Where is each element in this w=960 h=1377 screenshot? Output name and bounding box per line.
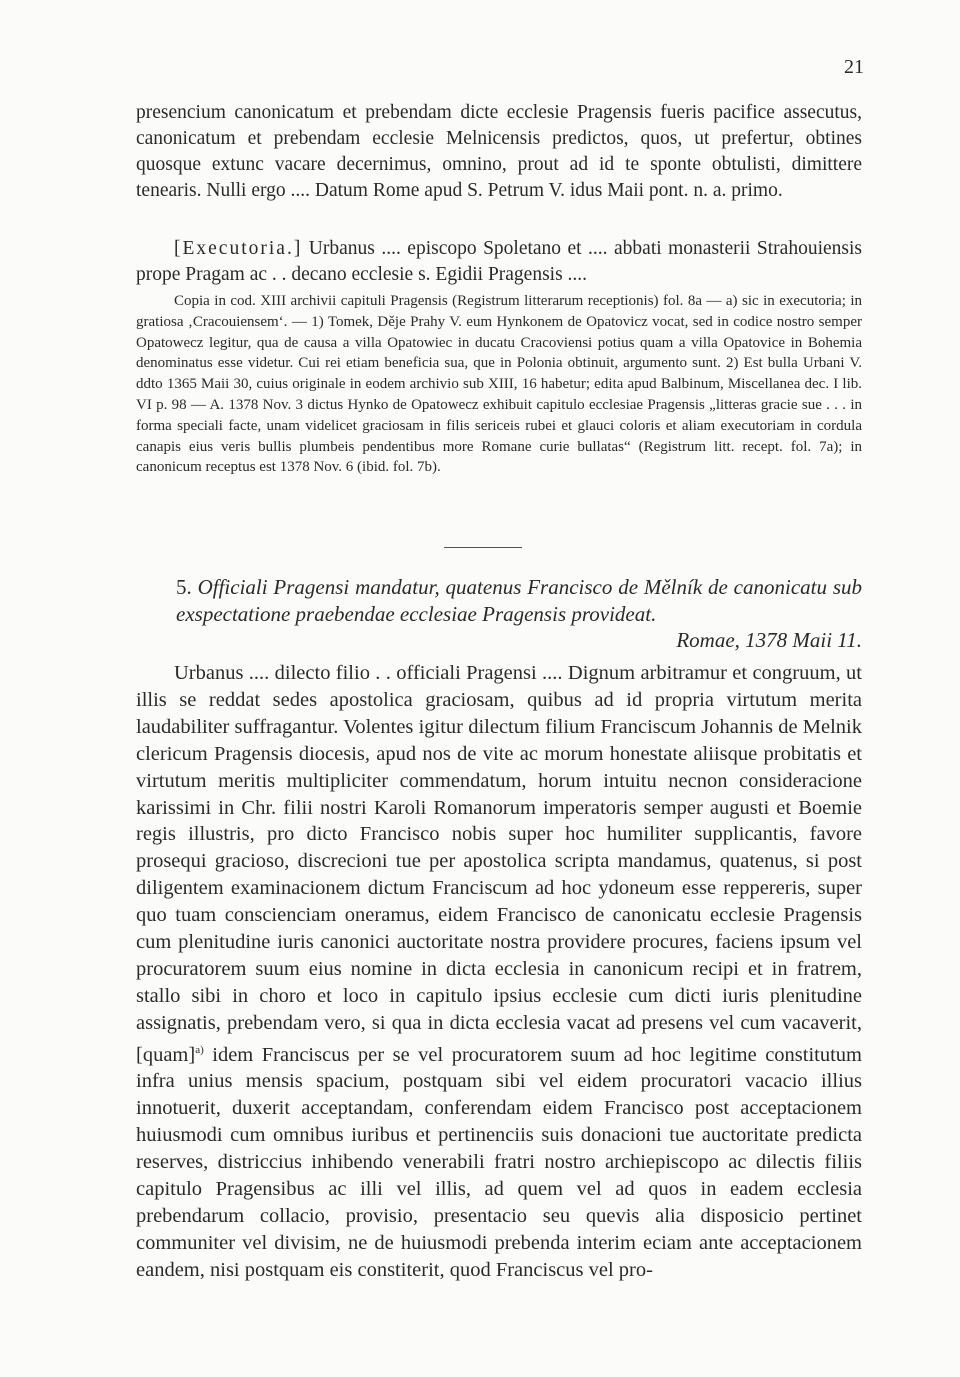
- section-number: 5.: [176, 575, 192, 599]
- footnote-marker: a): [195, 1043, 204, 1056]
- executoria-paragraph: [136, 236, 862, 288]
- footnotes: [136, 291, 862, 478]
- footnotes-text: Copia in cod. XIII archivii capituli Pragensis (Registrum litterarum receptionis) fol. 8a — a) sic in executoria; in gratiosa ‚Cracouiensem‘. — 1) Tomek, Děje Prahy V. eum Hynkonem de Opatovicz vocat, sed in codice nostro semper Opatowecz legitur, qua de causa a villa Opatowiec in ducatu Cracoviensi potius quam a villa Opatovice in Bohemia denominatus esse videtur. Cui rei etiam beneficia sua, que in Polonia obtinuit, argumento sunt. 2) Est bulla Urbani V. ddto 1365 Maii 30, cuius originale in eodem archivio sub XIII, 16 habetur; edita apud Balbinum, Miscellanea dec. I lib. VI p. 98 — A. 1378 Nov. 3 dictus Hynko de Opatowecz exhibuit capitulo ecclesiae Pragensis „litteras gracie sue . . . in forma speciali facte, unam videlicet graciosam in filis sericeis rubei et glauci coloris et aliam executoriam in cordula canapis eius veris bullis plumbeis pendentibus more Romane curie bullatas“ (Registrum litt. recept. fol. 7a); in canonicum receptus est 1378 Nov. 6 (ibid. fol. 7b).: [136, 293, 862, 476]
- body-text: [136, 660, 862, 1284]
- body-text-part2: idem Franciscus per se vel procuratorem suum ad hoc legitime constitutum infra unius mensis spacium, postquam sibi vel eidem procuratori vacacio illius innotuerit, duxerit acceptandam, conferendam eidem Francisco post acceptacionem huiusmodi cum omnibus iuribus et pertinenciis suis donacioni tue auctoritate predicta reserves, districcius inhibendo venerabili fratri nostro archiepiscopo ac dilectis filiis capitulo Pragensibus ac illi vel illis, ad quem vel ad quos in eadem ecclesia prebendarum collacio, provisio, presentacio seu quevis alia disposicio pertinet communiter vel divisim, ne de huiusmodi prebenda interim eciam ante acceptacionem eandem, nisi postquam eis constiterit, quod Franciscus vel pro-: [136, 1043, 862, 1281]
- section-dateline: Romae, 1378 Maii 11.: [676, 628, 862, 652]
- executoria-text: Urbanus .... episcopo Spoletano et .... abbati monasterii Strahouiensis prope Pragam ac . . decano ecclesie s. Egidii Pragensis ....: [136, 238, 862, 285]
- section-title: Officiali Pragensi mandatur, quatenus Francisco de Mělník de canonicatu sub exspectatione praebendae ecclesiae Pragensis provideat.: [176, 575, 862, 626]
- paragraph-top: presencium canonicatum et prebendam dicte ecclesie Pragensis fueris pacifice assecutus, canonicatum et prebendam ecclesie Melnicensis predictos, quos, ut prefertur, obtines quosque extunc vacare decernimus, omnino, prout ad id te sponte obtulisti, dimittere tenearis. Nulli ergo .... Datum Rome apud S. Petrum V. idus Maii pont. n. a. primo.: [136, 102, 862, 201]
- executoria-label: [Executoria.]: [174, 238, 303, 259]
- section-divider: [444, 547, 522, 548]
- body-text-part1: Urbanus .... dilecto filio . . officiali Pragensi .... Dignum arbitramur et congruum, ut illis se reddat sedes apostolica graciosam, quibus ad id propria virtutum merita laudabiliter suffragantur. Volentes igitur dilectum filium Franciscum Johannis de Melnik clericum Pragensis diocesis, apud nos de vite ac morum honestate aliisque probitatis et virtutum meritis multipliciter commendatum, horum intuitu necnon consideracione karissimi in Chr. filii nostri Karoli Romanorum imperatoris semper augusti et Boemie regis illustris, pro dicto Francisco nobis super hoc humiliter supplicantis, favore prosequi gracioso, discrecioni tue per apostolica scripta mandamus, quatenus, si post diligentem examinacionem dictum Franciscum ad hoc ydoneum esse reppereris, super quo tuam conscienciam oneramus, eidem Francisco de canonicatu ecclesie Pragensis cum plenitudine iuris canonici auctoritate nostra providere procures, faciens ipsum vel procuratorem suum eius nomine in dicta ecclesia in canonicum recipi et in fratrem, stallo sibi in choro et loco in capitulo ipsius ecclesie cum dicti iuris plenitudine assignatis, prebendam vero, si qua in dicta ecclesia vacat ad presens vel cum vacaverit, [quam]: [136, 662, 862, 1066]
- page-number: 21: [844, 56, 864, 78]
- section-heading: [176, 574, 862, 628]
